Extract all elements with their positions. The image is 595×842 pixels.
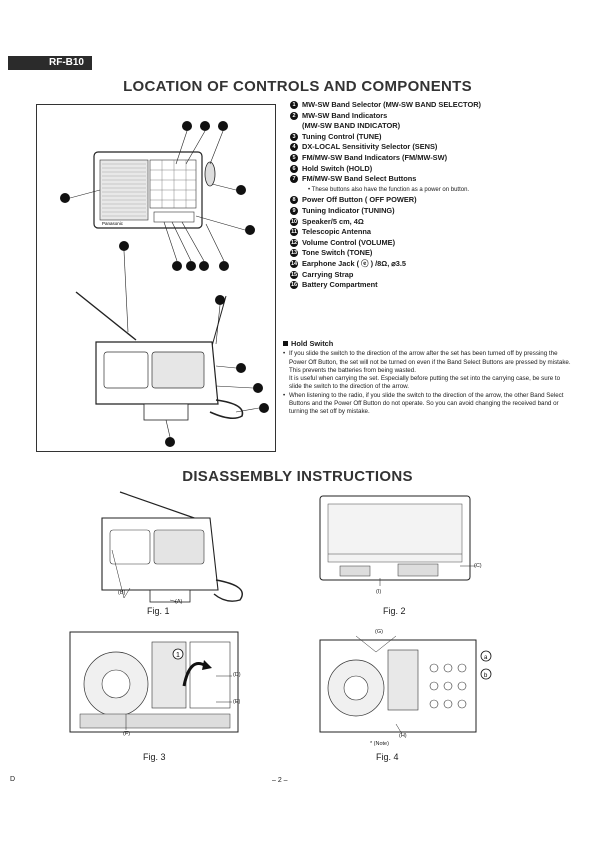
part-label: Hold Switch (HOLD) bbox=[302, 163, 373, 173]
hold-title-row bbox=[283, 340, 573, 348]
parts-item bbox=[290, 238, 580, 249]
fig2-label-c: (C) bbox=[474, 563, 482, 569]
part-number: 16 bbox=[290, 282, 298, 289]
part-label: Tuning Control (TUNE) bbox=[302, 131, 382, 141]
hold-paragraph bbox=[283, 375, 573, 392]
figure-4 bbox=[316, 628, 496, 744]
part-number: 9 bbox=[290, 207, 298, 215]
fig1-caption: Fig. 1 bbox=[147, 606, 170, 616]
part-number: 15 bbox=[290, 271, 298, 278]
part-label: Tuning Indicator (TUNING) bbox=[302, 205, 395, 215]
hold-text-2: It is useful when carrying the set. Especially before putting the set into the carrying case, be sure to slide the switch to the direction of the arrow. bbox=[289, 375, 561, 391]
part-number: 7 bbox=[290, 175, 298, 183]
part-number: 11 bbox=[291, 229, 297, 236]
part-label: FM/MW-SW Band Select Buttons bbox=[302, 174, 417, 184]
part-label: Telescopic Antenna bbox=[302, 227, 371, 237]
parts-item bbox=[290, 217, 580, 228]
part-number: 12 bbox=[290, 239, 298, 246]
parts-item bbox=[290, 111, 580, 122]
part-number: 8 bbox=[290, 196, 298, 204]
fig2-label-i: (I) bbox=[376, 589, 382, 595]
part-number: 2 bbox=[290, 112, 298, 120]
parts-item bbox=[290, 195, 580, 206]
figure-3 bbox=[66, 626, 246, 742]
location-illustration bbox=[36, 104, 276, 452]
part-number: 6 bbox=[290, 165, 298, 173]
hold-title: Hold Switch bbox=[291, 339, 334, 348]
part-number: 3 bbox=[290, 133, 298, 141]
hold-switch-section bbox=[283, 340, 573, 417]
fig3-step-number: 1 bbox=[176, 652, 180, 659]
part-label: DX-LOCAL Sensitivity Selector (SENS) bbox=[302, 142, 438, 152]
part-label: Battery Compartment bbox=[302, 280, 378, 290]
section-title-disassembly: DISASSEMBLY INSTRUCTIONS bbox=[182, 468, 413, 485]
parts-item bbox=[290, 164, 580, 175]
parts-item bbox=[290, 142, 580, 153]
part-number: 4 bbox=[290, 143, 298, 151]
parts-list bbox=[290, 100, 580, 291]
part-number: 13 bbox=[290, 250, 298, 257]
fig1-label-b: (B) bbox=[118, 590, 126, 596]
hold-paragraph: • When listening to the radio, if you slide the switch to the direction of the arrow, the other Band Select Buttons and the Power Off Button do not operate. So you can avoid changing the received band or turning the set off by mistake. bbox=[283, 392, 573, 417]
fig2-caption: Fig. 2 bbox=[383, 606, 406, 616]
parts-item bbox=[290, 153, 580, 164]
parts-item bbox=[290, 132, 580, 143]
hold-paragraph: • If you slide the switch to the direction of the arrow after the set has been turned off by pressing the Power Off Button, the set will not be turned on even if the Band Select Buttons are pressed by mistake. This prevents the batteries from being wasted. bbox=[283, 350, 573, 375]
parts-item bbox=[290, 280, 580, 291]
figure-2 bbox=[310, 492, 490, 592]
part-sublabel: (MW-SW BAND INDICATOR) bbox=[302, 121, 401, 131]
part-label: Power Off Button ( OFF POWER) bbox=[302, 195, 417, 205]
fig4-label-h: (H) bbox=[399, 733, 407, 739]
parts-item bbox=[290, 270, 580, 281]
part-number: 5 bbox=[290, 154, 298, 162]
part-number: 14 bbox=[290, 260, 298, 267]
fig3-label-f: (F) bbox=[123, 731, 131, 737]
fig3-label-d: (D) bbox=[233, 672, 241, 678]
fig4-label-a: a bbox=[484, 655, 488, 661]
part-label: Carrying Strap bbox=[302, 269, 354, 279]
part-label: Earphone Jack ( ⓔ ) /8Ω, ⌀3.5 bbox=[302, 258, 407, 268]
square-bullet-icon bbox=[283, 341, 288, 346]
parts-item bbox=[290, 206, 580, 217]
section-title-location: LOCATION OF CONTROLS AND COMPONENTS bbox=[123, 78, 472, 95]
page-number: – 2 – bbox=[272, 777, 288, 784]
part-label: Speaker/5 cm, 4Ω bbox=[302, 216, 364, 226]
parts-item bbox=[290, 259, 580, 270]
part-note: • These buttons also have the function as a power on button. bbox=[308, 186, 470, 193]
parts-item bbox=[290, 248, 580, 259]
part-label: MW-SW Band Indicators bbox=[302, 110, 388, 120]
part-label: Volume Control (VOLUME) bbox=[302, 237, 396, 247]
parts-item bbox=[290, 227, 580, 238]
fig4-label-b: b bbox=[484, 673, 488, 679]
fig4-note: * (Note) bbox=[370, 741, 389, 747]
parts-item bbox=[290, 100, 580, 111]
part-label: Tone Switch (TONE) bbox=[302, 248, 373, 258]
part-label: FM/MW-SW Band Indicators (FM/MW-SW) bbox=[302, 152, 448, 162]
fig3-caption: Fig. 3 bbox=[143, 752, 166, 762]
fig1-label-a: (A) bbox=[175, 599, 183, 605]
part-label: MW-SW Band Selector (MW-SW BAND SELECTOR) bbox=[302, 100, 481, 109]
footer-code: D bbox=[10, 776, 16, 783]
fig4-label-g: (G) bbox=[375, 629, 383, 635]
hold-text-3: When listening to the radio, if you slide the switch to the direction of the arrow, the other Band Select Buttons and the Power Off Button do not operate. So you can avoid changing the received band or turning the set off by mistake. bbox=[289, 391, 564, 416]
fig4-caption: Fig. 4 bbox=[376, 752, 399, 762]
parts-item bbox=[290, 174, 580, 185]
part-number: 10 bbox=[290, 218, 298, 225]
part-number: 1 bbox=[290, 101, 298, 109]
model-tab: RF-B10 bbox=[8, 56, 92, 70]
fig3-label-e: (E) bbox=[233, 699, 241, 705]
figure-1 bbox=[80, 490, 260, 610]
hold-text-1: If you slide the switch to the direction of the arrow after the set has been turned off by pressing the Power Off Button, the set will not be turned on even if the Band Select Buttons are pressed by mistake. This prevents the batteries from being wasted. bbox=[289, 350, 571, 374]
brand-text: Panasonic bbox=[102, 221, 124, 226]
